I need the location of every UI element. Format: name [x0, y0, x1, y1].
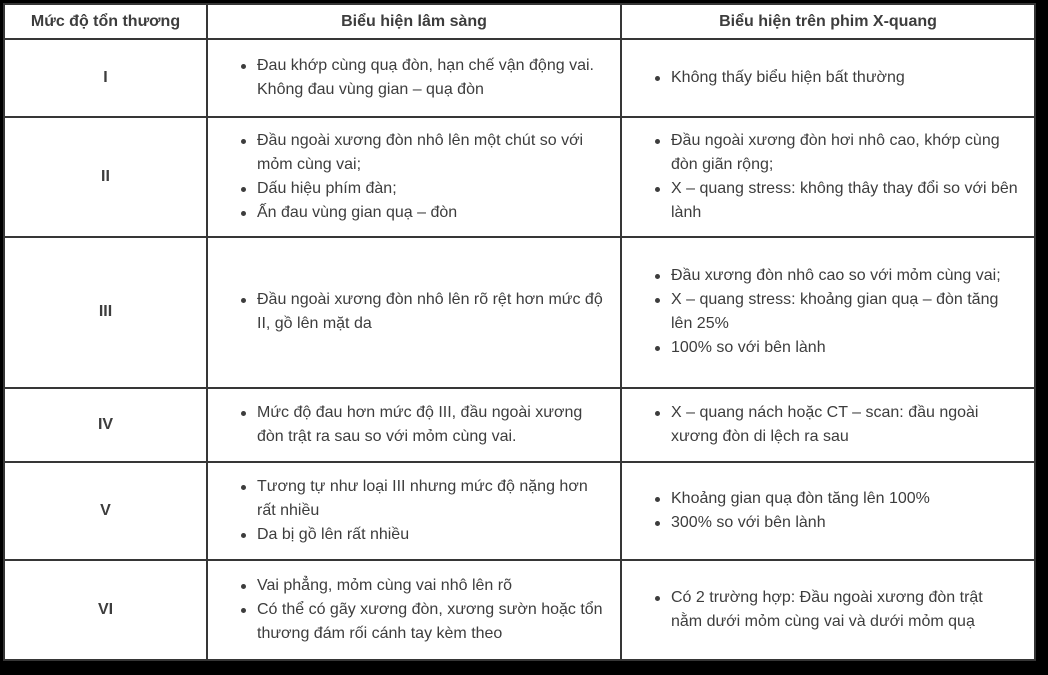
grade-cell: IV — [4, 388, 207, 462]
table-body — [4, 39, 1035, 660]
clinical-cell — [207, 39, 621, 117]
table-row — [4, 117, 1035, 237]
table-row — [4, 462, 1035, 560]
xray-bullet-list — [636, 66, 1018, 90]
xray-cell — [621, 462, 1035, 560]
bullet-item: Đau khớp cùng quạ đòn, hạn chế vận động vai. Không đau vùng gian – quạ đòn — [240, 54, 604, 102]
bullet-item: Vai phẳng, mỏm cùng vai nhô lên rõ — [240, 574, 604, 598]
bullet-item: Dấu hiệu phím đàn; — [240, 177, 604, 201]
bullet-item: X – quang stress: không thây thay đổi so với bên lành — [654, 177, 1018, 225]
injury-classification-table — [3, 3, 1036, 661]
xray-cell — [621, 560, 1035, 660]
table-row — [4, 39, 1035, 117]
xray-bullet-list — [636, 401, 1018, 449]
bullet-item: Có thể có gãy xương đòn, xương sườn hoặc tổn thương đám rối cánh tay kèm theo — [240, 598, 604, 646]
bullet-item: Da bị gồ lên rất nhiều — [240, 523, 604, 547]
xray-cell — [621, 388, 1035, 462]
table-row — [4, 388, 1035, 462]
bullet-item: X – quang stress: khoảng gian quạ – đòn tăng lên 25% — [654, 288, 1018, 336]
clinical-cell — [207, 237, 621, 387]
bullet-item: Đầu ngoài xương đòn hơi nhô cao, khớp cùng đòn giãn rộng; — [654, 129, 1018, 177]
grade-cell: VI — [4, 560, 207, 660]
bullet-item: Đầu ngoài xương đòn nhô lên một chút so với mỏm cùng vai; — [240, 129, 604, 177]
bullet-item: Đầu xương đòn nhô cao so với mỏm cùng vai; — [654, 264, 1018, 288]
bullet-item: Không thấy biểu hiện bất thường — [654, 66, 1018, 90]
bullet-item: Khoảng gian quạ đòn tăng lên 100% — [654, 487, 1018, 511]
clinical-cell — [207, 117, 621, 237]
xray-cell — [621, 39, 1035, 117]
header-grade: Mức độ tổn thương — [4, 4, 207, 39]
bullet-item: Đầu ngoài xương đòn nhô lên rõ rệt hơn mức độ II, gồ lên mặt da — [240, 288, 604, 336]
bullet-item: X – quang nách hoặc CT – scan: đầu ngoài xương đòn di lệch ra sau — [654, 401, 1018, 449]
clinical-bullet-list — [222, 574, 604, 646]
bullet-item: 100% so với bên lành — [654, 336, 1018, 360]
xray-cell — [621, 117, 1035, 237]
clinical-cell — [207, 560, 621, 660]
bullet-item: Tương tự như loại III nhưng mức độ nặng hơn rất nhiều — [240, 475, 604, 523]
xray-bullet-list — [636, 129, 1018, 225]
clinical-bullet-list — [222, 401, 604, 449]
header-clinical: Biểu hiện lâm sàng — [207, 4, 621, 39]
table-container — [3, 3, 1034, 661]
bullet-item: 300% so với bên lành — [654, 511, 1018, 535]
grade-cell: V — [4, 462, 207, 560]
bullet-item: Mức độ đau hơn mức độ III, đầu ngoài xương đòn trật ra sau so với mỏm cùng vai. — [240, 401, 604, 449]
clinical-cell — [207, 462, 621, 560]
xray-bullet-list — [636, 487, 1018, 535]
table-row — [4, 560, 1035, 660]
table-row — [4, 237, 1035, 387]
clinical-bullet-list — [222, 54, 604, 102]
clinical-bullet-list — [222, 129, 604, 225]
header-row — [4, 4, 1035, 39]
xray-bullet-list — [636, 586, 1018, 634]
grade-cell: I — [4, 39, 207, 117]
bullet-item: Ấn đau vùng gian quạ – đòn — [240, 201, 604, 225]
bullet-item: Có 2 trường hợp: Đầu ngoài xương đòn trật nằm dưới mỏm cùng vai và dưới mỏm quạ — [654, 586, 1018, 634]
xray-cell — [621, 237, 1035, 387]
xray-bullet-list — [636, 264, 1018, 360]
clinical-bullet-list — [222, 475, 604, 547]
clinical-cell — [207, 388, 621, 462]
header-xray: Biểu hiện trên phim X-quang — [621, 4, 1035, 39]
clinical-bullet-list — [222, 288, 604, 336]
grade-cell: II — [4, 117, 207, 237]
grade-cell: III — [4, 237, 207, 387]
